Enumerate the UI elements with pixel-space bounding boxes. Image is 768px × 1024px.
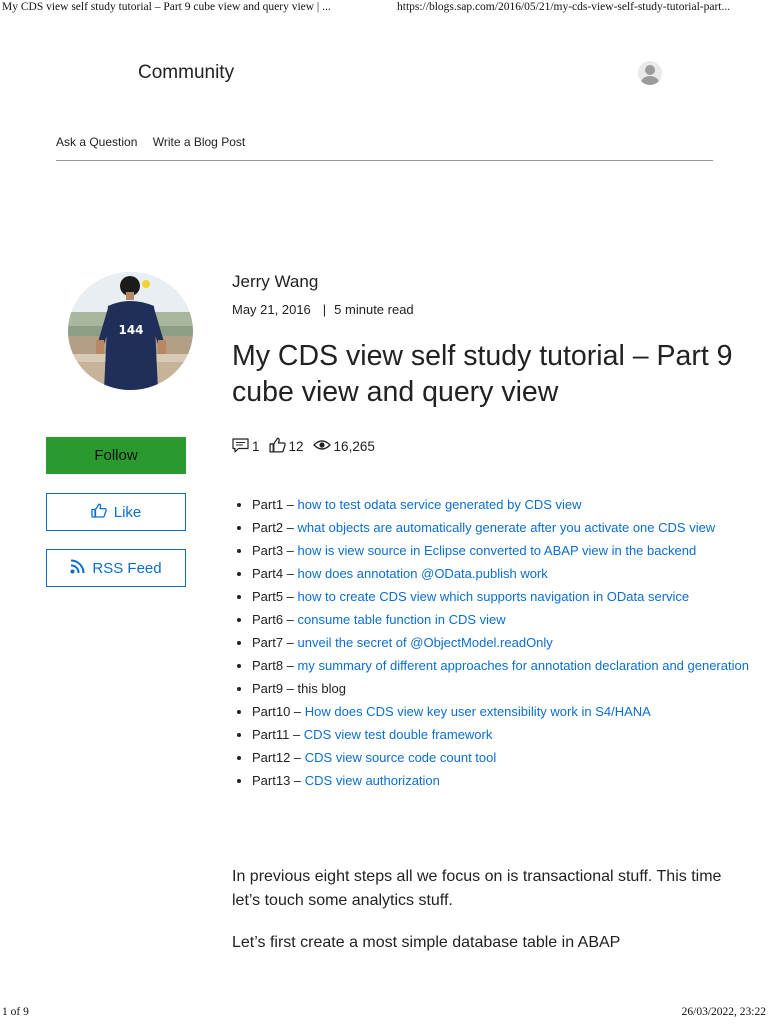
part-link[interactable]: how to test odata service generated by CDS view: [297, 497, 582, 512]
article-stats: [232, 437, 384, 456]
views-stat: [313, 439, 375, 454]
community-title[interactable]: Community: [138, 62, 235, 83]
part-link[interactable]: how is view source in Eclipse converted to ABAP view in the backend: [297, 543, 697, 558]
top-nav: [56, 135, 257, 149]
user-avatar-icon[interactable]: [638, 61, 662, 85]
like-label: Like: [113, 503, 142, 521]
comments-count: 1: [252, 439, 260, 454]
body-paragraph: Let’s first create a most simple database table in ABAP: [232, 934, 621, 951]
part-link[interactable]: How does CDS view key user extensibility work in S4/HANA: [304, 704, 651, 719]
author-avatar[interactable]: [68, 272, 193, 390]
list-item: • Part4 – how does annotation @OData.publish work: [252, 564, 752, 584]
article-meta: [232, 302, 414, 317]
follow-button[interactable]: [46, 437, 186, 474]
part-link[interactable]: how does annotation @OData.publish work: [297, 566, 548, 581]
rss-label: RSS Feed: [92, 559, 162, 577]
print-page-number: 1 of 9: [2, 1006, 29, 1018]
part-link[interactable]: CDS view test double framework: [303, 727, 493, 742]
list-item: • Part2 – what objects are automatically generate after you activate one CDS view: [252, 518, 752, 538]
series-parts-list: [232, 495, 752, 794]
likes-count: 12: [288, 439, 304, 454]
print-header: [0, 0, 768, 20]
follow-label: Follow: [94, 447, 138, 464]
comment-icon: [232, 438, 252, 456]
list-item: • Part9 – this blog: [252, 679, 752, 699]
article-title: My CDS view self study tutorial – Part 9 cube view and query view: [232, 340, 733, 408]
part-link[interactable]: CDS view source code count tool: [304, 750, 497, 765]
list-item: • Part3 – how is view source in Eclipse converted to ABAP view in the backend: [252, 541, 752, 561]
part-link[interactable]: unveil the secret of @ObjectModel.readOnly: [297, 635, 553, 650]
list-item: • Part10 – How does CDS view key user extensibility work in S4/HANA: [252, 702, 752, 722]
intro-paragraph: In previous eight steps all we focus on is transactional stuff. This time let’s touch some analytics stuff.: [232, 868, 722, 909]
meta-separator: |: [322, 302, 327, 317]
part-link[interactable]: what objects are automatically generate after you activate one CDS view: [297, 520, 716, 535]
list-item: • Part13 – CDS view authorization: [252, 771, 752, 791]
like-button[interactable]: [46, 493, 186, 531]
list-item: • Part12 – CDS view source code count tool: [252, 748, 752, 768]
print-datetime: 26/03/2022, 23:22: [681, 1006, 766, 1018]
part-link[interactable]: how to create CDS view which supports navigation in OData service: [297, 589, 690, 604]
likes-stat[interactable]: [269, 437, 304, 456]
nav-divider: [56, 160, 713, 161]
part-link[interactable]: my summary of different approaches for annotation declaration and generation: [297, 658, 749, 673]
list-item: • Part8 – my summary of different approaches for annotation declaration and generation: [252, 656, 752, 676]
list-item: • Part11 – CDS view test double framework: [252, 725, 752, 745]
comments-stat[interactable]: [232, 438, 260, 456]
author-name[interactable]: Jerry Wang: [232, 272, 319, 291]
print-page-title: My CDS view self study tutorial – Part 9 cube view and query view | ...: [2, 1, 331, 13]
thumbs-up-icon: [91, 503, 107, 522]
read-time: 5 minute read: [334, 302, 414, 317]
write-blog-link[interactable]: Write a Blog Post: [152, 135, 246, 149]
list-item: • Part5 – how to create CDS view which supports navigation in OData service: [252, 587, 752, 607]
eye-icon: [313, 439, 334, 454]
list-item: • Part1 – how to test odata service generated by CDS view: [252, 495, 752, 515]
part-link[interactable]: consume table function in CDS view: [297, 612, 506, 627]
ask-question-link[interactable]: Ask a Question: [56, 135, 138, 149]
thumbs-up-icon: [269, 437, 289, 456]
jersey-number: 144: [118, 323, 144, 337]
views-count: 16,265: [333, 439, 375, 454]
print-footer: [0, 1004, 768, 1024]
part-link[interactable]: CDS view authorization: [304, 773, 440, 788]
rss-feed-button[interactable]: [46, 549, 186, 587]
list-item: • Part6 – consume table function in CDS view: [252, 610, 752, 630]
publish-date: May 21, 2016: [232, 302, 311, 317]
list-item: • Part7 – unveil the secret of @ObjectModel.readOnly: [252, 633, 752, 653]
rss-icon: [70, 559, 85, 578]
print-page-url: https://blogs.sap.com/2016/05/21/my-cds-view-self-study-tutorial-part...: [397, 1, 731, 13]
